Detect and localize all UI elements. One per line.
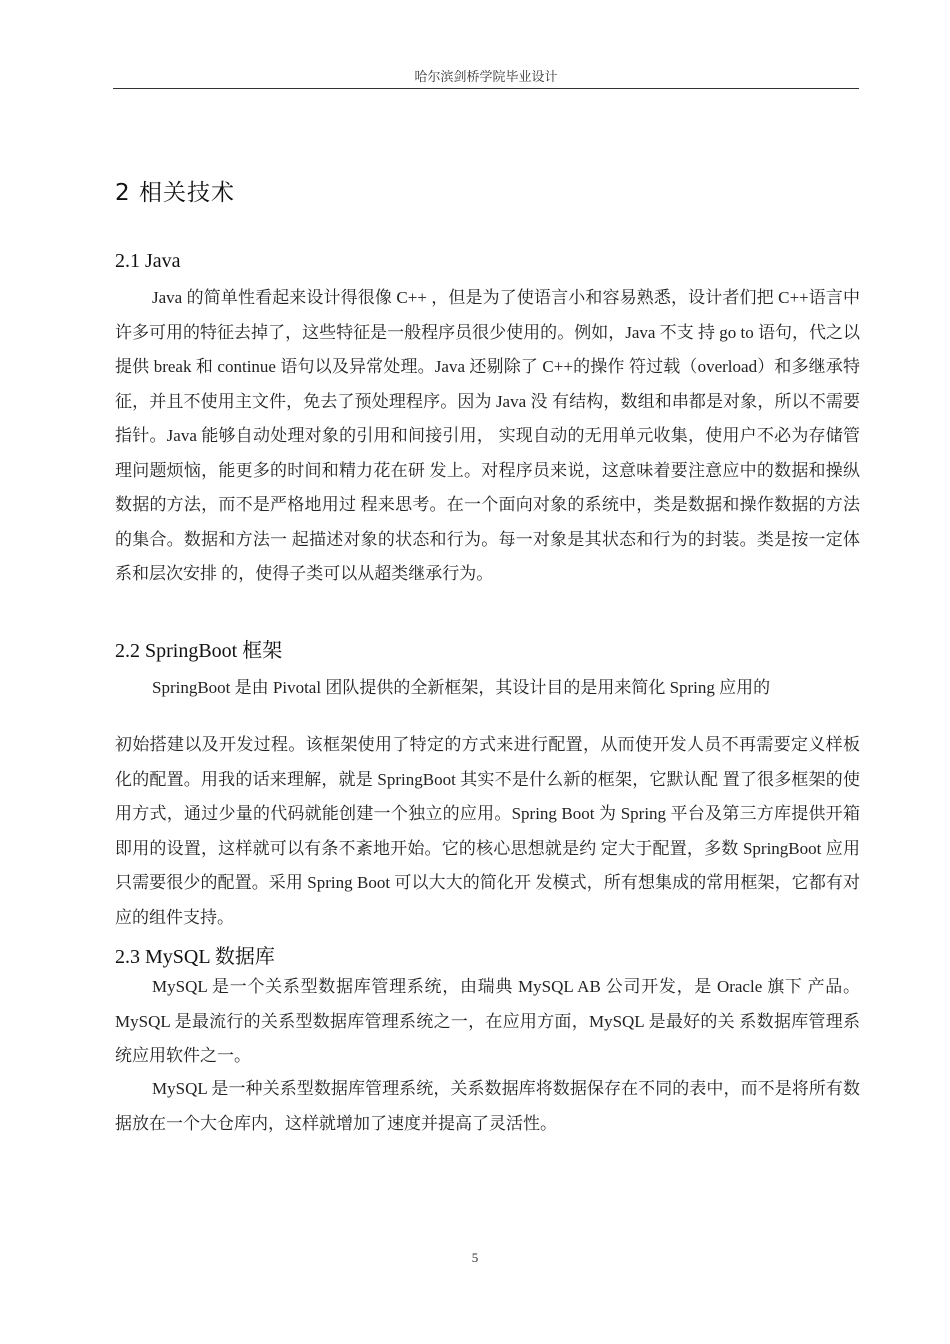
section-title-mysql: 2.3 MySQL 数据库 (115, 946, 275, 968)
springboot-paragraph-1: SpringBoot 是由 Pivotal 团队提供的全新框架，其设计目的是用来简化 Spring 应用的 (152, 678, 771, 697)
section-title-java: 2.1 Java (115, 250, 181, 272)
section-title-springboot: 2.2 SpringBoot 框架 (115, 640, 283, 662)
mysql-paragraph-1: MySQL 是一个关系型数据库管理系统，由瑞典 MySQL AB 公司开发，是 Oracle 旗下 产品。MySQL 是最流行的关系型数据库管理系统之一，在应用方面，MySQL 是最好的关 系数据库管理系统应用软件之一。 (115, 977, 860, 1065)
header-rule (113, 88, 859, 89)
java-paragraph: Java 的简单性看起来设计得很像 C++ ，但是为了使语言小和容易熟悉，设计者们把 C++语言中许多可用的特征去掉了，这些特征是一般程序员很少使用的。例如，Java 不支 持 go to 语句，代之以提供 break 和 continue 语句以及异常处理。Java 还剔除了 C++的操作 符过载（overload）和多继承特征，并且不使用主文件，免去了预处理程序。因为 Java 没 有结构，数组和串都是对象，所以不需要指针。Java 能够自动处理对象的引用和间接引用， 实现自动的无用单元收集，使用户不必为存储管理问题烦恼，能更多的时间和精力花在研 发上。对程序员来说，这意味着要注意应中的数据和操纵数据的方法，而不是严格地用过 程来思考。在一个面向对象的系统中，类是数据和操作数据的方法的集合。数据和方法一 起描述对象的状态和行为。每一对象是其状态和行为的封装。类是按一定体系和层次安排 的，使得子类可以从超类继承行为。 (115, 288, 860, 583)
page-header: 哈尔滨剑桥学院毕业设计 (414, 69, 558, 84)
mysql-paragraph-2: MySQL 是一种关系型数据库管理系统，关系数据库将数据保存在不同的表中，而不是将所有数据放在一个大仓库内，这样就增加了速度并提高了灵活性。 (115, 1079, 860, 1133)
page-number: 5 (471, 1250, 479, 1265)
springboot-paragraph-2: 初始搭建以及开发过程。该框架使用了特定的方式来进行配置，从而使开发人员不再需要定义样板化的配置。用我的话来理解，就是 SpringBoot 其实不是什么新的框架，它默认配 置了很多框架的使用方式，通过少量的代码就能创建一个独立的应用。Spring Boot 为 Spring 平台及第三方库提供开箱即用的设置，这样就可以有条不紊地开始。它的核心思想就是约 定大于配置，多数 SpringBoot 应用只需要很少的配置。采用 Spring Boot 可以大大的简化开 发模式，所有想集成的常用框架，它都有对应的组件支持。 (115, 735, 860, 927)
chapter-title: 2 相关技术 (115, 180, 235, 206)
